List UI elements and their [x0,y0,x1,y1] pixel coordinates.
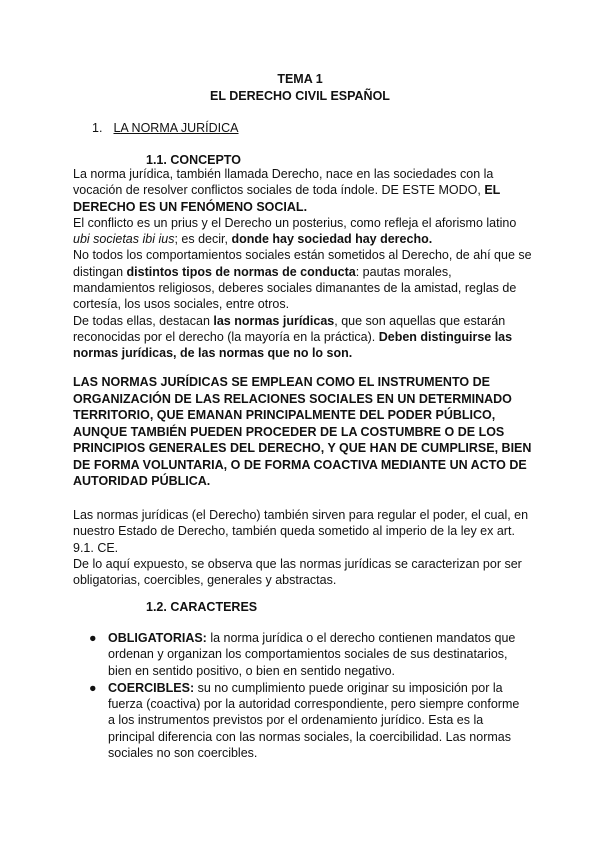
list-item [84,630,524,679]
p3-bold: distintos tipos de normas de conducta [126,264,356,279]
caps-line: PRINCIPIOS GENERALES DEL DERECHO, Y QUE HAN DE CUMPLIRSE, BIEN [73,441,532,455]
list-item [84,680,524,761]
caps-line: LAS NORMAS JURÍDICAS SE EMPLEAN COMO EL INSTRUMENTO DE [73,375,490,389]
paragraph-6: De lo aquí expuesto, se observa que las normas jurídicas se caracterizan por ser obligatorias, coercibles, generales y abstractas. [73,556,522,588]
closing-body [73,507,533,588]
caps-line: TERRITORIO, QUE EMANAN PRINCIPALMENTE DEL PODER PÚBLICO, [73,408,496,422]
section-number: 1. [92,121,103,135]
p2-italic: ubi societas ibi ius [73,232,175,247]
p4-text-2: , que son aquellas que estarán reconocidas por el derecho (la mayoría en la práctica). [73,313,506,344]
p1-bold: EL DERECHO ES UN FENÓMENO SOCIAL. [73,183,501,214]
doc-title: EL DERECHO CIVIL ESPAÑOL [210,89,390,103]
doc-tema: TEMA 1 [277,72,323,86]
item-term: COERCIBLES: [108,680,195,695]
paragraph-1 [73,166,533,215]
bullet-icon: ● [89,680,97,695]
caps-line: ORGANIZACIÓN DE LAS RELACIONES SOCIALES EN UN DETERMINADO [73,391,512,406]
caracteres-list [84,630,524,762]
bullet-icon: ● [89,631,97,645]
section-heading-1 [92,121,239,135]
p4-bold: las normas jurídicas [213,313,335,328]
p4-text: De todas ellas, destacan [73,313,214,328]
caps-line: AUNQUE TAMBIÉN PUEDEN PROCEDER DE LA COSTUMBRE O DE LOS [73,424,505,439]
p2-text-2: ; es decir, [174,232,232,247]
item-term: OBLIGATORIAS: [108,631,207,645]
p2-bold: donde hay sociedad hay derecho. [231,232,433,247]
paragraph-3 [73,247,533,312]
p3-text-2: : pautas morales, mandamientos religiosos, deberes sociales dimanantes de la amistad, reglas de cortesía, los usos sociales, entre otros. [73,264,517,312]
caps-line: DE FORMA VOLUNTARIA, O DE FORMA COACTIVA MEDIANTE UN ACTO DE [73,457,527,472]
concepto-body [73,166,533,362]
subsection-heading-concepto: 1.1. CONCEPTO [146,153,241,167]
p4-bold-2: Deben distinguirse las normas jurídicas, de las normas que no lo son. [73,329,513,361]
p1-text: La norma jurídica, también llamada Derecho, nace en las sociedades con la vocación de resolver conflictos sociales de toda índole. DE ESTE MODO, [73,167,494,198]
item-text: la norma jurídica o el derecho contienen mandatos que ordenan y organizan los comportamientos sociales de sus destinatarios, bien en sentido positivo, o bien en sentido negativo. [108,631,516,678]
item-text: su no cumplimiento puede originar su imposición por la fuerza (coactiva) por la autoridad correspondiente, pero siempre conforme a los instrumentos previstos por el ordenamiento jurídico. Esta es la principal diferencia con las normas sociales, la coercibilidad. Las normas sociales no son coercibles. [108,680,520,761]
caps-paragraph [73,374,533,490]
paragraph-2 [73,215,533,248]
caps-line: AUTORIDAD PÚBLICA. [73,474,211,488]
p2-text: El conflicto es un prius y el Derecho un posterius, como refleja el aforismo latino [73,215,517,230]
subsection-heading-caracteres: 1.2. CARACTERES [146,600,258,614]
p3-text: No todos los comportamientos sociales están sometidos al Derecho, de ahí que se distingan [73,248,532,279]
section-label: LA NORMA JURÍDICA [113,121,239,135]
paragraph-4 [73,313,533,362]
paragraph-5: Las normas jurídicas (el Derecho) también sirven para regular el poder, el cual, en nuestro Estado de Derecho, también queda sometido al imperio de la ley ex art. 9.1. CE. [73,508,529,555]
